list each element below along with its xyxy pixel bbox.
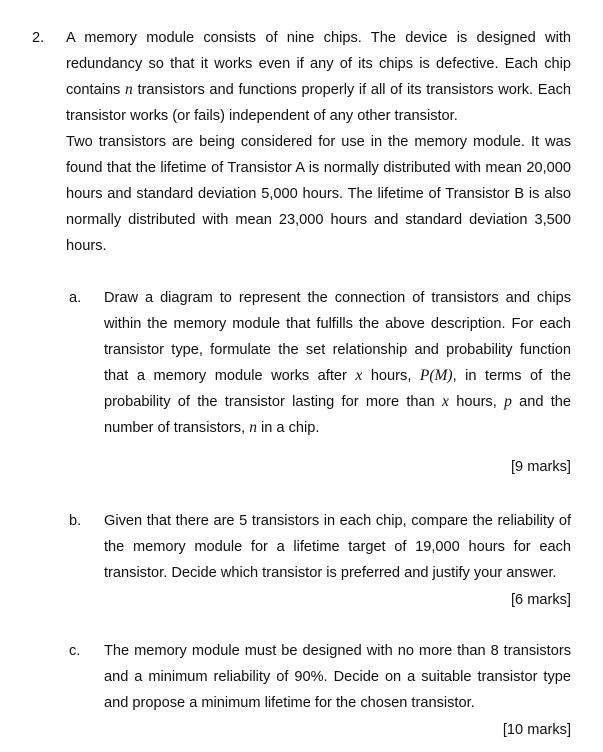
part-a-var-pm: P(M): [419, 367, 453, 384]
intro-var-n: n: [125, 81, 133, 98]
part-a-marks: [9 marks]: [510, 459, 571, 475]
part-b-text: Given that there are 5 transistors in each chip, compare the reliability of the memory module for a lifetime target of 19,000 hours for each transistor. Decide which transistor is preferred and justify your answer.: [104, 513, 571, 581]
intro-text-1-cont: transistors and functions properly if all of its transistors work. Each transistor works (or fails) independent of any other transistor.: [66, 82, 571, 124]
intro-paragraph-1: [66, 25, 571, 129]
part-a-var-n: n: [249, 419, 257, 436]
part-b-marks: [6 marks]: [510, 592, 571, 608]
intro-paragraph-2: Two transistors are being considered for use in the memory module. It was found that the lifetime of Transistor A is normally distributed with mean 20,000 hours and standard deviation 5,000 hours. The lifetime of Transistor B is also normally distributed with mean 23,000 hours and standard deviation 3,500 hours.: [66, 134, 571, 254]
part-a-var-p: p: [504, 393, 512, 410]
intro-text-1: A memory module consists of nine chips. The device is designed with redundancy so that it works even if any of its chips is defective. Each chip contains: [66, 30, 571, 98]
question-number: 2.: [32, 30, 45, 46]
part-a-text: [104, 285, 571, 441]
part-a-text-1: Draw a diagram to represent the connection of transistors and chips within the memory module that fulfills the above description. For each transistor type, formulate the set relationship and probability function that a memory module works after: [104, 290, 571, 384]
part-a-text-3: , in terms of the probability of the transistor lasting for more than: [104, 368, 571, 410]
part-c-marks: [10 marks]: [502, 722, 571, 738]
part-a-var-x1: x: [355, 367, 363, 384]
part-a-label: a.: [69, 290, 82, 306]
question-intro: [66, 25, 571, 259]
part-a-text-2: hours,: [370, 368, 412, 384]
part-a-text-6: in a chip.: [261, 420, 320, 436]
part-a-text-5: and the number of transistors,: [104, 394, 572, 436]
part-a-text-4: hours,: [456, 394, 497, 410]
part-b-label: b.: [69, 513, 82, 529]
part-c-label: c.: [69, 643, 81, 659]
part-a-var-x2: x: [442, 393, 449, 410]
part-c-text: The memory module must be designed with no more than 8 transistors and a minimum reliability of 90%. Decide on a suitable transistor type and propose a minimum lifetime for the chosen transistor.: [104, 643, 571, 711]
